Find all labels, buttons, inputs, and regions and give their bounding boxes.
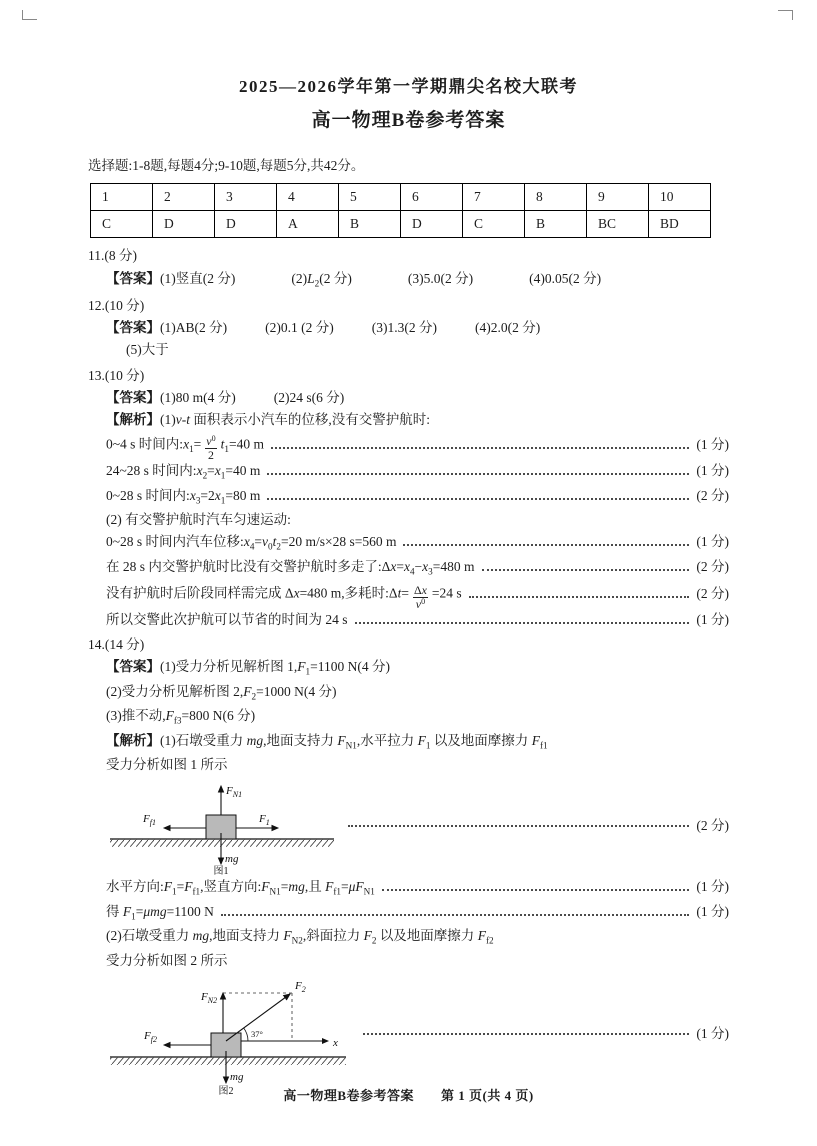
question-number-cell: 10 [649, 184, 711, 211]
answer-part: (3)推不动$,F_{f3}=800$ N(6 分) [106, 708, 256, 726]
question-number-cell: 6 [401, 184, 463, 211]
solution-text: 没有护航时后阶段同样需完成 Δx=480 m,多耗时:Δt= Δ x v 0 =24 s [106, 583, 462, 612]
analysis-text: (2)石墩受重力 mg,地面支持力 $F_{N2}$,斜面拉力 $F_2$ 以及地面摩擦力 $F_{f2}$ [106, 928, 494, 947]
dotted-leader [221, 914, 690, 916]
dotted-leader [267, 473, 689, 475]
score-value: (1 分) [696, 903, 729, 919]
dotted-leader [267, 498, 689, 500]
figure-1-caption: 图1 [213, 866, 229, 878]
dotted-leader [363, 1033, 689, 1035]
figure-1-svg [106, 777, 341, 878]
solution-line [88, 581, 729, 612]
solution-text: 所以交警此次护航可以节省的时间为 24 s [106, 611, 348, 627]
score-value: (1 分) [696, 463, 729, 479]
analysis-text: (1)v-t 面积表示小汽车的位移,没有交警护航时: [160, 412, 431, 428]
answer-cell: C [463, 211, 525, 238]
answer-cell: BC [587, 211, 649, 238]
question-number-cell: 9 [587, 184, 649, 211]
gravity-label: mg [225, 853, 239, 866]
angle-arc [244, 1028, 249, 1041]
question-number-cell: 7 [463, 184, 525, 211]
dotted-leader [403, 544, 689, 546]
answer-parts [160, 269, 601, 291]
answer-tag: 【答案】 [106, 389, 160, 405]
question-13-heading: 13.(10 分) [88, 367, 145, 383]
answer-cell: C [91, 211, 153, 238]
question-14-analysis-line [88, 731, 729, 753]
answer-part: (2)0.1 (2 分) [265, 320, 334, 336]
ground-hatching [110, 840, 334, 847]
paper-subtitle: 高一物理B卷参考答案 [311, 110, 506, 131]
score-value: (2 分) [696, 818, 729, 834]
question-11-answer-line [88, 269, 729, 291]
figure-reference-text: 受力分析如图 1 所示 [106, 757, 228, 773]
crop-mark-top-left [22, 10, 37, 20]
page-footer: 高一物理B卷参考答案 第 1 页(共 4 页) [283, 1088, 534, 1103]
figure-reference-line [88, 755, 729, 775]
solution-line [88, 510, 729, 530]
choice-section-intro: 选择题:1-8题,每题4分;9-10题,每题5分,共42分。 [88, 158, 365, 173]
score-value: (1 分) [696, 611, 729, 627]
answer-part: $(2)L_2(2$ 分) [291, 270, 352, 289]
figure-2-svg [106, 973, 356, 1098]
answer-part: (2)24 s(6 分) [273, 389, 345, 405]
figure-1-row [88, 777, 729, 878]
question-number-cell: 1 [91, 184, 153, 211]
angle-label: 37° [251, 1029, 263, 1040]
x-axis-label: x [333, 1037, 338, 1050]
question-number-cell: 4 [277, 184, 339, 211]
solution-text: (2) 有交警护航时汽车匀速运动: [106, 512, 291, 528]
solution-text: 0~28 s 时间内$:x_3=2x_1=80$ m [106, 487, 261, 506]
answer-tag: 【答案】 [106, 270, 160, 286]
solution-text: 在 28 s 内交警护航时比没有交警护航时多走了$:\Delta x=x_4-x_3=480$ m [106, 558, 475, 577]
solution-line [88, 557, 729, 579]
question-14-answer-line [88, 657, 729, 679]
exam-title: 2025—2026学年第一学期鼎尖名校大联考 [239, 77, 578, 96]
table-row-answers [91, 211, 711, 238]
answer-tag: 【答案】 [106, 659, 160, 675]
answer-cell: D [153, 211, 215, 238]
score-value: (1 分) [696, 1026, 729, 1041]
solution-line [88, 461, 729, 483]
dotted-leader [271, 447, 689, 449]
answer-part: (3)1.3(2 分) [371, 320, 437, 336]
question-12-heading: 12.(10 分) [88, 297, 145, 313]
figure-2-force-diagram [106, 973, 356, 1098]
solution-line [88, 610, 729, 630]
table-row-question-numbers [91, 184, 711, 211]
solution-text: 水平方向$:F_1=F_{f1}$,竖直方向$:F_{N1}=mg$,且 $F_{f1}=\mu F_{N1}$ [106, 879, 375, 898]
question-number-cell: 2 [153, 184, 215, 211]
answer-tag: 【答案】 [106, 320, 160, 336]
dotted-leader [482, 569, 690, 571]
answer-cell: BD [649, 211, 711, 238]
answer-part: (1)受力分析见解析图 $1,F_1=1100$ N(4 分) [160, 659, 390, 678]
solution-line [88, 902, 729, 924]
figure-2-caption: 图2 [218, 1086, 234, 1098]
question-12-answer-line [88, 318, 729, 338]
score-value: (2 分) [696, 487, 729, 503]
dotted-leader [382, 889, 690, 891]
answer-parts [160, 388, 344, 408]
question-13-answer-line [88, 388, 729, 408]
choice-answer-table [90, 183, 711, 238]
question-14-answer-line [88, 682, 729, 704]
score-value: (2 分) [696, 558, 729, 574]
score-value: (2 分) [696, 585, 729, 601]
ground-hatching [110, 1058, 346, 1065]
friction-force-label: $F_{f2}$ [144, 1030, 157, 1045]
answer-part: (2)受力分析见解析图 $2,F_2=1000$ N(4 分) [106, 683, 337, 702]
answer-part: (1)AB(2 分) [160, 320, 228, 336]
answer-part: (4)2.0(2 分) [474, 320, 541, 336]
normal-force-label: $F_{N2}$ [201, 991, 218, 1006]
answer-part: (1)竖直(2 分) [160, 270, 236, 286]
score-value: (1 分) [696, 879, 729, 895]
dotted-leader [348, 825, 689, 827]
analysis-text: (1)石墩受重力 mg,地面支持力 $F_{N1}$,水平拉力 $F_1$ 以及地面摩擦力 $F_{f1}$ [160, 732, 548, 751]
score-value: (1 分) [696, 436, 729, 452]
question-14-heading: 14.(14 分) [88, 637, 145, 653]
analysis-tag: 【解析】 [106, 732, 160, 748]
answer-cell: A [277, 211, 339, 238]
answer-cell: D [401, 211, 463, 238]
question-number-cell: 5 [339, 184, 401, 211]
answer-cell: B [525, 211, 587, 238]
crop-mark-top-right [778, 10, 793, 20]
figure-1-force-diagram [106, 777, 341, 878]
question-13-analysis-intro [88, 410, 729, 430]
dotted-leader [469, 596, 690, 598]
analysis-tag: 【解析】 [106, 412, 160, 428]
answer-cell: B [339, 211, 401, 238]
dotted-leader [355, 622, 690, 624]
question-14-analysis-line [88, 926, 729, 948]
friction-force-label: $F_{f1}$ [143, 813, 156, 828]
pull-force-label: $F_2$ [295, 980, 306, 995]
answer-part: (5)大于 [126, 342, 169, 358]
normal-force-label: $F_{N1}$ [226, 785, 243, 800]
solution-text: 得 $F_1=\mu mg=1100$ N [106, 903, 214, 922]
gravity-label: mg [230, 1071, 244, 1084]
question-14-answer-line [88, 706, 729, 728]
solution-line [88, 486, 729, 508]
solution-text: 0~4 s 时间内$:x_1=$ v 0 2 $t_1=40$ m [106, 434, 264, 463]
answer-parts [160, 318, 540, 338]
solution-line [88, 532, 729, 554]
solution-text: 0~28 s 时间内汽车位移$:x_4=v_0t_2=20$ m/s×28 s=560 m [106, 534, 397, 552]
question-11-heading: 11.(8 分) [88, 248, 137, 264]
solution-text: 24~28 s 时间内$:x_2=x_1=40$ m [106, 463, 261, 481]
answer-part: (3)5.0(2 分) [407, 270, 474, 286]
question-number-cell: 3 [215, 184, 277, 211]
question-12-answer-extra [88, 340, 729, 360]
solution-line [88, 877, 729, 899]
score-value: (1 分) [696, 534, 729, 550]
figure-reference-text: 受力分析如图 2 所示 [106, 952, 228, 968]
solution-line [88, 432, 729, 463]
answer-part: (1)80 m(4 分) [160, 389, 236, 405]
answer-cell: D [215, 211, 277, 238]
figure-reference-line [88, 951, 729, 971]
pull-force-label: $F_1$ [259, 813, 270, 828]
question-number-cell: 8 [525, 184, 587, 211]
answer-part: (4)0.05(2 分) [529, 270, 602, 286]
